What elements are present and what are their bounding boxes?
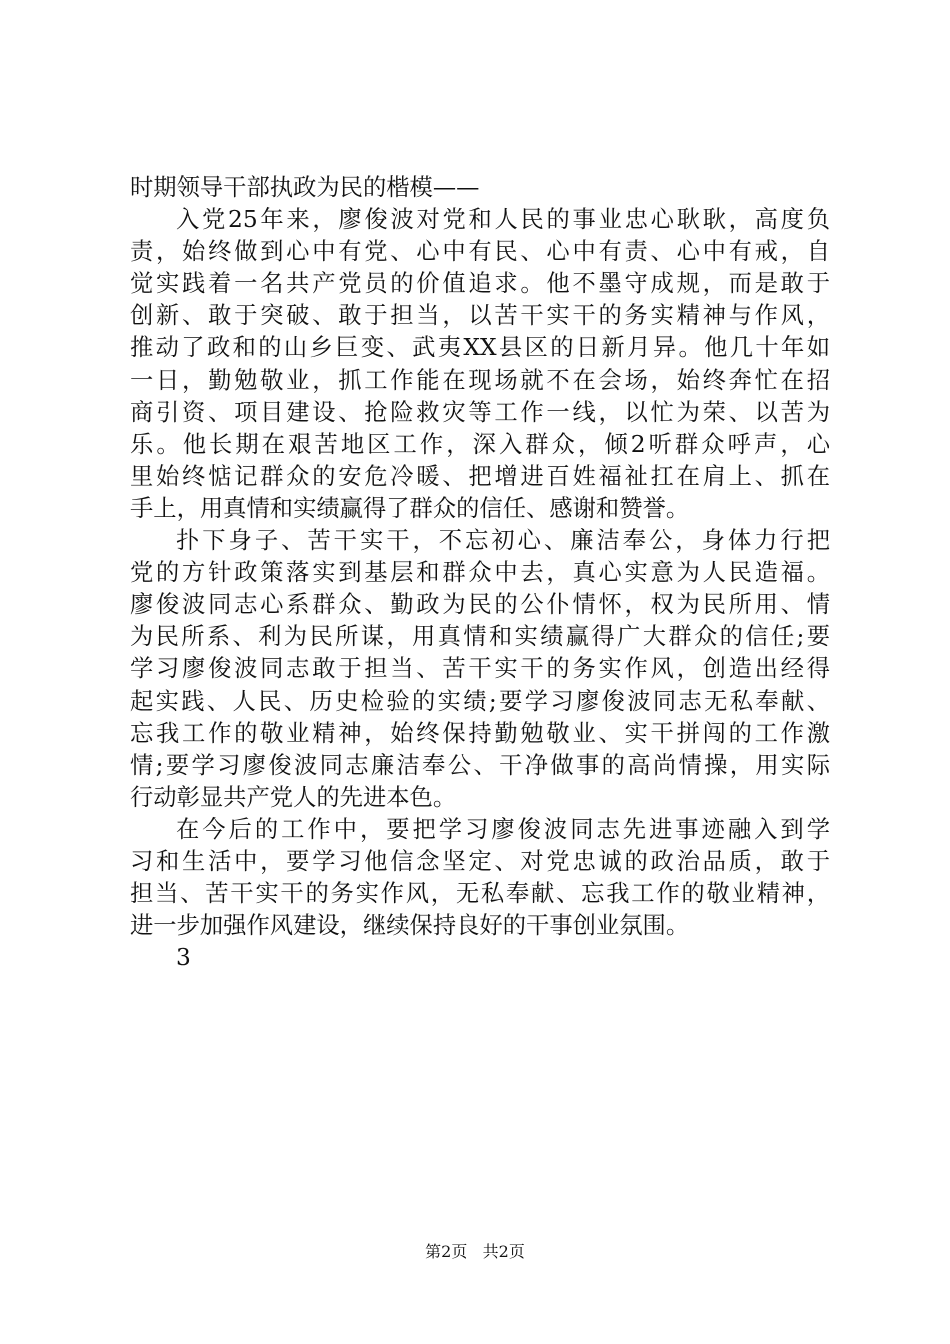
text-line: 为民所系、利为民所谋，用真情和实绩赢得广大群众的信任;要 [130, 623, 830, 651]
text-line: 里始终惦记群众的安危冷暖、把增进百姓福祉扛在肩上、抓在 [130, 462, 830, 490]
footer-spacer [472, 1242, 477, 1261]
paragraph-1 [130, 172, 830, 204]
text-line: 手上，用真情和实绩赢得了群众的信任、感谢和赞誉。 [130, 494, 690, 522]
paragraph-4 [130, 814, 830, 942]
footer-total-label: 共2页 [482, 1242, 525, 1261]
text-line: 忘我工作的敬业精神，始终保持勤勉敬业、实干拼闯的工作激 [130, 719, 830, 747]
text-line: 廖俊波同志心系群众、勤政为民的公仆情怀，权为民所用、情 [130, 591, 830, 619]
text-line: 一日，勤勉敬业，抓工作能在现场就不在会场，始终奔忙在招 [130, 366, 830, 394]
page-footer [0, 1242, 950, 1262]
text-line: 党的方针政策落实到基层和群众中去，真心实意为人民造福。 [130, 559, 830, 587]
page-number-text: 3 [176, 944, 191, 972]
text-line: 觉实践着一名共产党员的价值追求。他不墨守成规，而是敢于 [130, 270, 830, 298]
text-line: 行动彰显共产党人的先进本色。 [130, 783, 457, 811]
text-line: 进一步加强作风建设，继续保持良好的干事创业氛围。 [130, 912, 690, 940]
text-line: 起实践、人民、历史检验的实绩;要学习廖俊波同志无私奉献、 [130, 687, 830, 715]
document-body [130, 172, 830, 974]
paragraph-2 [130, 204, 830, 525]
text-line: 习和生活中，要学习他信念坚定、对党忠诚的政治品质，敢于 [130, 847, 830, 875]
text-line: 商引资、项目建设、抢险救灾等工作一线，以忙为荣、以苦为 [130, 398, 830, 426]
text-line: 时期领导干部执政为民的楷模—— [130, 174, 480, 201]
text-line: 情;要学习廖俊波同志廉洁奉公、干净做事的高尚情操，用实际 [130, 751, 830, 779]
text-line: 创新、敢于突破、敢于担当，以苦干实干的务实精神与作风， [130, 302, 830, 330]
footer-page-label: 第2页 [425, 1242, 468, 1261]
text-line: 在今后的工作中，要把学习廖俊波同志先进事迹融入到学 [176, 815, 830, 843]
text-line: 入党25年来，廖俊波对党和人民的事业忠心耿耿，高度负 [176, 206, 830, 234]
text-line: 乐。他长期在艰苦地区工作，深入群众，倾2听群众呼声，心 [130, 430, 830, 458]
paragraph-3 [130, 525, 830, 814]
text-line: 推动了政和的山乡巨变、武夷XX县区的日新月异。他几十年如 [130, 334, 830, 362]
text-line: 责，始终做到心中有党、心中有民、心中有责、心中有戒，自 [130, 238, 830, 266]
paragraph-5 [130, 942, 830, 974]
text-line: 担当、苦干实干的务实作风，无私奉献、忘我工作的敬业精神， [130, 880, 830, 908]
text-line: 学习廖俊波同志敢于担当、苦干实干的务实作风，创造出经得 [130, 655, 830, 683]
text-line: 扑下身子、苦干实干，不忘初心、廉洁奉公，身体力行把 [176, 527, 830, 555]
